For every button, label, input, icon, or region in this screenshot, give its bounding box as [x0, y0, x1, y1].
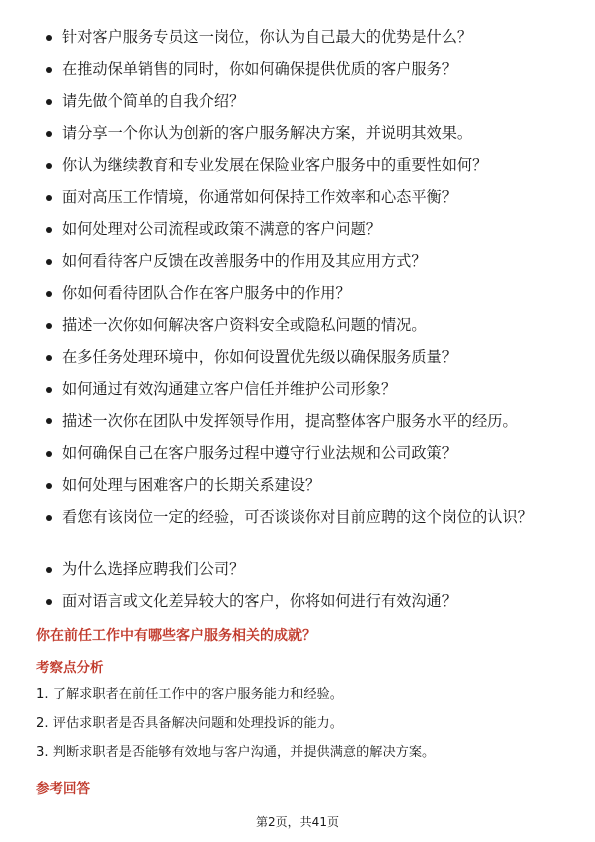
list-item-text: 请先做个简单的自我介绍？ [62, 92, 245, 110]
reference-title: 参考回答 [36, 781, 90, 797]
list-item [48, 440, 558, 466]
bullet-dot [46, 418, 52, 424]
list-item-text: 如何处理与困难客户的长期关系建设？ [62, 476, 321, 494]
list-item-text: 针对客户服务专员这一岗位，你认为自己最大的优势是什么？ [62, 28, 473, 46]
list-item-text: 在推动保单销售的同时，你如何确保提供优质的客户服务？ [62, 60, 457, 78]
bullet-dot [46, 567, 52, 573]
bullet-dot [46, 227, 52, 233]
list-item [48, 504, 558, 530]
bullet-dot [46, 35, 52, 41]
bullet-dot [46, 163, 52, 169]
list-item [48, 184, 558, 210]
list-item [48, 248, 558, 274]
question-heading: 你在前任工作中有哪些客户服务相关的成就？ [36, 628, 316, 644]
list-item [48, 556, 558, 582]
list-item-text: 如何通过有效沟通建立客户信任并维护公司形象？ [62, 380, 397, 398]
list-item-text: 看您有该岗位一定的经验，可否谈谈你对目前应聘的这个岗位的认识？ [62, 508, 533, 526]
list-item [48, 216, 558, 242]
analysis-point: 3. 判断求职者是否能够有效地与客户沟通，并提供满意的解决方案。 [36, 745, 436, 760]
list-item [48, 120, 558, 146]
list-item-text: 描述一次你在团队中发挥领导作用，提高整体客户服务水平的经历。 [62, 412, 518, 430]
page-number: 第2页，共41页 [256, 815, 339, 829]
list-item-text: 面对高压工作情境，你通常如何保持工作效率和心态平衡？ [62, 188, 457, 206]
analysis-point: 2. 评估求职者是否具备解决问题和处理投诉的能力。 [36, 716, 343, 731]
bullet-dot [46, 131, 52, 137]
list-item [48, 152, 558, 178]
list-item [48, 88, 558, 114]
list-item-text: 为什么选择应聘我们公司？ [62, 560, 245, 578]
bullet-dot [46, 259, 52, 265]
bullet-dot [46, 67, 52, 73]
bullet-dot [46, 599, 52, 605]
bullet-dot [46, 483, 52, 489]
bullet-dot [46, 451, 52, 457]
bullet-dot [46, 355, 52, 361]
list-item-text: 描述一次你如何解决客户资料安全或隐私问题的情况。 [62, 316, 427, 334]
bullet-dot [46, 387, 52, 393]
list-item-text: 如何确保自己在客户服务过程中遵守行业法规和公司政策？ [62, 444, 457, 462]
bullet-dot [46, 515, 52, 521]
list-item-text: 如何看待客户反馈在改善服务中的作用及其应用方式？ [62, 252, 427, 270]
list-item-text: 你如何看待团队合作在客户服务中的作用？ [62, 284, 351, 302]
list-item [48, 56, 558, 82]
list-item [48, 280, 558, 306]
analysis-point: 1. 了解求职者在前任工作中的客户服务能力和经验。 [36, 687, 343, 702]
list-item-text: 你认为继续教育和专业发展在保险业客户服务中的重要性如何？ [62, 156, 488, 174]
list-item [48, 312, 558, 338]
list-item [48, 24, 558, 50]
analysis-title: 考察点分析 [36, 660, 104, 676]
list-item [48, 472, 558, 498]
list-item [48, 588, 558, 614]
bullet-dot [46, 99, 52, 105]
list-item-text: 请分享一个你认为创新的客户服务解决方案，并说明其效果。 [62, 124, 473, 142]
bullet-dot [46, 291, 52, 297]
list-item-text: 在多任务处理环境中，你如何设置优先级以确保服务质量？ [62, 348, 457, 366]
bullet-dot [46, 323, 52, 329]
list-item [48, 344, 558, 370]
bullet-dot [46, 195, 52, 201]
list-item-text: 面对语言或文化差异较大的客户，你将如何进行有效沟通？ [62, 592, 457, 610]
list-item [48, 394, 558, 435]
list-item-text: 如何处理对公司流程或政策不满意的客户问题？ [62, 220, 381, 238]
